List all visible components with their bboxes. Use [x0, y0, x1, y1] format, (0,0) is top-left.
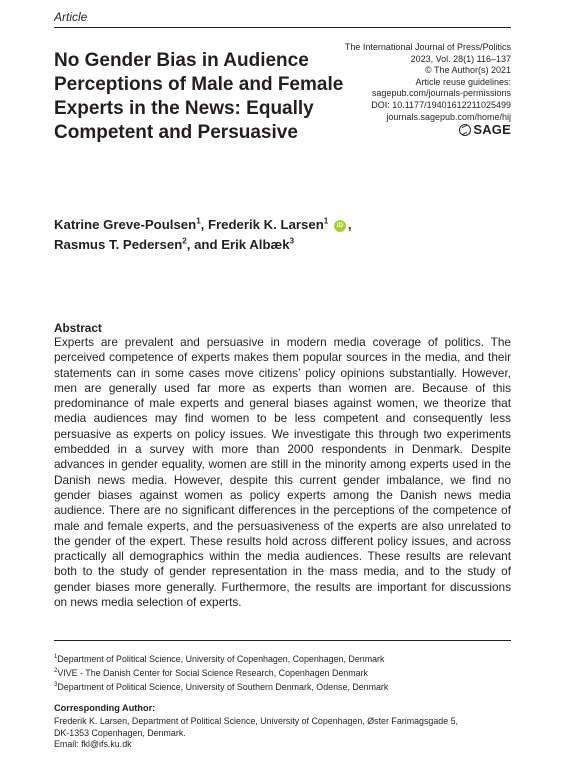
- sage-logo-text: SAGE: [473, 122, 511, 137]
- corresponding-author-details: [54, 716, 511, 751]
- affiliation-item: [54, 665, 511, 679]
- header-rule: [54, 27, 511, 28]
- affiliation-marker: 1: [323, 216, 329, 226]
- affiliation-number: 3: [54, 681, 58, 688]
- affiliation-text: Department of Political Science, University of Copenhagen, Copenhagen, Denmark: [57, 653, 385, 664]
- affiliation-number: 2: [54, 667, 58, 674]
- affiliation-marker: 2: [182, 236, 187, 246]
- affiliation-text: Department of Political Science, University of Southern Denmark, Odense, Denmark: [57, 681, 389, 692]
- corresponding-author-heading: Corresponding Author:: [54, 703, 156, 713]
- article-type-label: Article: [54, 10, 88, 24]
- author-conjunction: and: [194, 237, 218, 252]
- permissions-link[interactable]: sagepub.com/journals-permissions: [371, 88, 511, 99]
- article-title: No Gender Bias in Audience Perceptions of Male and Female Experts in the News: Equally Competent and Persuasive: [54, 50, 344, 143]
- author-list: Katrine Greve-Poulsen$^1$, Frederik K. Larsen$^1$ iD , Rasmus T. Pedersen$^2$, and Erik Albæk$^3$: [54, 216, 352, 252]
- sage-logo: [459, 122, 511, 137]
- footnote-rule: [54, 640, 511, 641]
- copyright: © The Author(s) 2021: [424, 65, 511, 76]
- journal-volume: 2023, Vol. 28(1) 116–137: [410, 53, 511, 64]
- author-name[interactable]: Erik Albæk: [221, 237, 290, 252]
- author-name[interactable]: Frederik K. Larsen: [207, 217, 324, 232]
- journal-home-link[interactable]: journals.sagepub.com/home/hij: [386, 111, 511, 122]
- journal-name: The International Journal of Press/Politics: [344, 42, 511, 52]
- orcid-icon[interactable]: iD: [334, 220, 346, 232]
- abstract-heading: Abstract: [54, 321, 102, 335]
- corresponding-email[interactable]: Email: fkl@ifs.ku.dk: [54, 739, 132, 749]
- affiliation-marker: 3: [289, 236, 295, 246]
- affiliation-number: 1: [54, 654, 58, 660]
- journal-meta: [311, 42, 511, 123]
- corresponding-address-line: Frederik K. Larsen, Department of Political Science, University of Copenhagen, Øster Farimagsgade 5,: [54, 716, 459, 726]
- doi[interactable]: DOI: 10.1177/19401612211025499: [371, 99, 511, 110]
- affiliation-text: VIVE - The Danish Center for Social Science Research, Copenhagen Denmark: [57, 667, 368, 678]
- corresponding-address-line: DK-1353 Copenhagen, Denmark.: [54, 727, 186, 738]
- reuse-guidelines-label: Article reuse guidelines:: [415, 76, 511, 87]
- abstract-body: Experts are prevalent and persuasive in modern media coverage of politics. The perceived competence of experts makes them popular sources in the media, and their statements can in some cases move citizens’ policy opinions substantially. However, men are generally used far more as experts than women are. Because of this predominance of male experts and general biases against women, we theorize that media audiences may find women to be less competent and consequently less persuasive as experts on policy issues. We investigate this through two experiments embedded in a survey with more than 2000 respondents in Denmark. Despite advances in gender equality, women are still in the minority among experts used in the Danish news media. However, despite this current gender imbalance, we find no gender biases against women as policy experts among the Danish news media audience. There are no significant differences in the perceptions of the competence of male and female experts, and the persuasiveness of the experts are also unrelated to the gender of the expert. These results hold across different policy issues, and across practically all demographics within the media audiences. These results are relevant both to the study of gender representation in the mass media, and to the study of gender biases more generally. Furthermore, the results are important for discussions on news media selection of experts.: [54, 335, 511, 610]
- affiliation-item: [54, 679, 511, 693]
- affiliations: [54, 651, 511, 693]
- affiliation-item: [54, 651, 511, 665]
- author-name[interactable]: Rasmus T. Pedersen: [54, 237, 183, 252]
- affiliation-marker: 1: [196, 216, 201, 226]
- author-name[interactable]: Katrine Greve-Poulsen: [54, 217, 197, 232]
- sage-logo-icon: [459, 124, 471, 136]
